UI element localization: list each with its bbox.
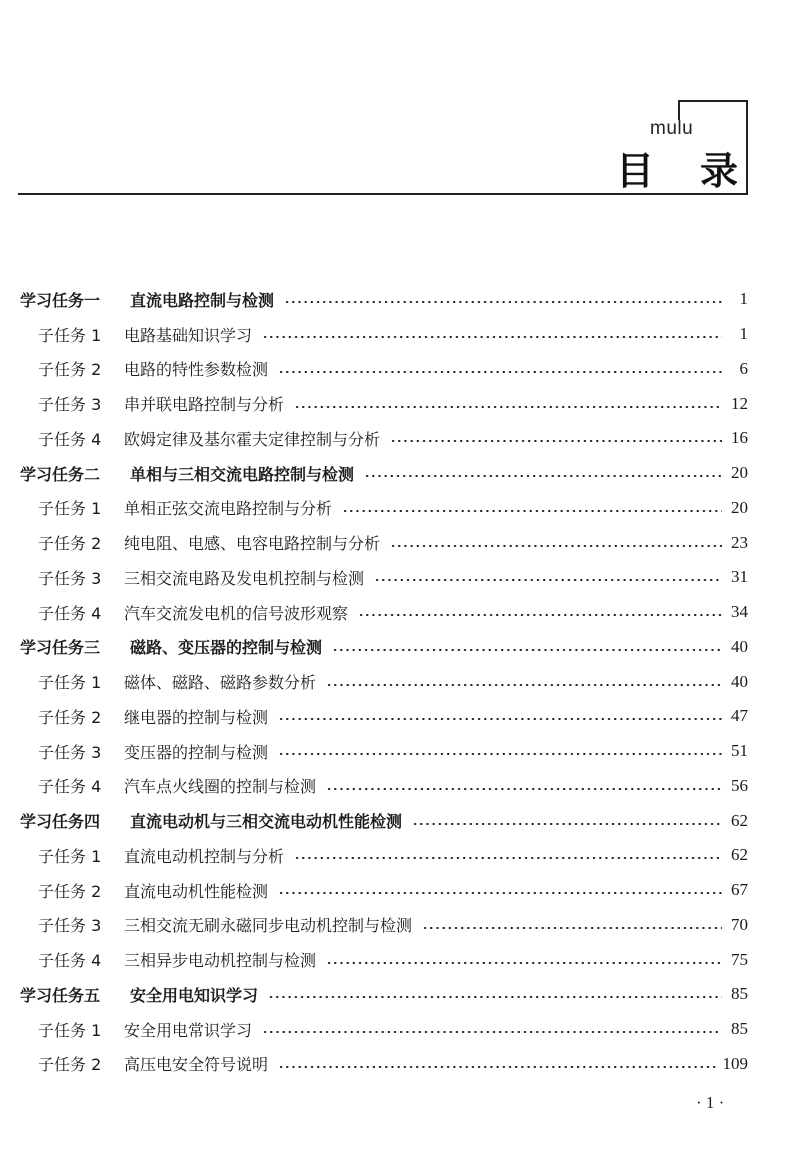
toc-entry-page: 1 (739, 289, 748, 309)
dot-leader (374, 579, 722, 581)
toc-entry-label: 子任务 1 (38, 325, 102, 345)
toc-subtask-entry[interactable] (0, 838, 790, 873)
toc-entry-title: 电路基础知识学习 (124, 325, 253, 345)
toc-entry-label: 学习任务三 (20, 638, 101, 658)
toc-task-entry[interactable] (0, 282, 790, 317)
toc-subtask-entry[interactable] (0, 734, 790, 769)
dot-leader (390, 545, 722, 547)
dot-leader (326, 788, 722, 790)
dot-leader (332, 649, 722, 651)
dot-leader (326, 684, 722, 686)
toc-entry-page: 20 (731, 497, 748, 517)
toc-task-entry[interactable] (0, 630, 790, 665)
footer-page-number: · 1 · (696, 1093, 725, 1112)
toc-subtask-entry[interactable] (0, 1047, 790, 1082)
toc-entry-label: 子任务 1 (38, 846, 102, 866)
toc-entry-page: 40 (731, 636, 748, 656)
header-rule (18, 193, 748, 195)
toc-entry-page: 1 (739, 324, 748, 344)
dot-leader (294, 857, 722, 859)
toc-entry-label: 子任务 4 (38, 951, 102, 971)
dot-leader (284, 301, 722, 303)
toc-task-entry[interactable] (0, 456, 790, 491)
dot-leader (262, 336, 722, 338)
toc-entry-title: 三相异步电动机控制与检测 (124, 951, 317, 971)
toc-entry-label: 子任务 2 (38, 534, 102, 554)
toc-entry-page: 109 (722, 1053, 748, 1073)
toc-entry-page: 20 (731, 463, 748, 483)
toc-entry-page: 51 (731, 741, 748, 761)
toc-subtask-entry[interactable] (0, 769, 790, 804)
toc-entry-page: 62 (731, 845, 748, 865)
toc-subtask-entry[interactable] (0, 908, 790, 943)
toc-entry-title: 电路的特性参数检测 (124, 360, 269, 380)
dot-leader (412, 823, 722, 825)
toc-entry-title: 高压电安全符号说明 (124, 1055, 269, 1075)
dot-leader (278, 753, 722, 755)
toc-entry-title: 汽车点火线圈的控制与检测 (124, 777, 317, 797)
toc-entry-title: 单相正弦交流电路控制与分析 (124, 499, 333, 519)
dot-leader (278, 718, 722, 720)
toc-entry-page: 34 (731, 602, 748, 622)
toc-entry-page: 56 (731, 775, 748, 795)
toc-subtask-entry[interactable] (0, 1012, 790, 1047)
toc-entry-title: 直流电动机控制与分析 (124, 846, 285, 866)
header-pinyin: mulu (650, 118, 694, 139)
header-bracket-horizontal (678, 100, 747, 102)
toc-subtask-entry[interactable] (0, 421, 790, 456)
page-title: 目录 (616, 149, 785, 193)
toc-entry-title: 汽车交流发电机的信号波形观察 (124, 603, 349, 623)
dot-leader (262, 1031, 722, 1033)
toc-entry-label: 子任务 2 (38, 1055, 102, 1075)
toc-entry-page: 70 (731, 914, 748, 934)
toc-entry-label: 子任务 1 (38, 1020, 102, 1040)
toc-entry-page: 12 (731, 393, 748, 413)
toc-subtask-entry[interactable] (0, 525, 790, 560)
toc-entry-label: 子任务 4 (38, 429, 102, 449)
toc-subtask-entry[interactable] (0, 386, 790, 421)
toc-subtask-entry[interactable] (0, 595, 790, 630)
toc-entry-page: 85 (731, 1019, 748, 1039)
toc-subtask-entry[interactable] (0, 560, 790, 595)
toc-entry-label: 子任务 3 (38, 568, 102, 588)
toc-entry-title: 欧姆定律及基尔霍夫定律控制与分析 (124, 429, 381, 449)
toc-subtask-entry[interactable] (0, 942, 790, 977)
toc-entry-page: 85 (731, 984, 748, 1004)
dot-leader (278, 371, 722, 373)
toc-entry-page: 23 (731, 532, 748, 552)
toc-subtask-entry[interactable] (0, 352, 790, 387)
toc-entry-title: 三相交流无刷永磁同步电动机控制与检测 (124, 916, 413, 936)
toc-entry-label: 学习任务二 (20, 464, 101, 484)
toc-subtask-entry[interactable] (0, 699, 790, 734)
toc-entry-label: 子任务 4 (38, 777, 102, 797)
toc-entry-label: 子任务 4 (38, 603, 102, 623)
toc-entry-title: 三相交流电路及发电机控制与检测 (124, 568, 365, 588)
dot-leader (364, 475, 722, 477)
toc-entry-title: 安全用电知识学习 (130, 985, 259, 1005)
dot-leader (342, 510, 722, 512)
dot-leader (278, 892, 722, 894)
toc-subtask-entry[interactable] (0, 491, 790, 526)
toc-entry-label: 子任务 1 (38, 499, 102, 519)
toc-entry-title: 直流电动机性能检测 (124, 881, 269, 901)
toc-entry-page: 67 (731, 880, 748, 900)
toc-subtask-entry[interactable] (0, 873, 790, 908)
toc-entry-title: 纯电阻、电感、电容电路控制与分析 (124, 534, 381, 554)
toc-entry-title: 单相与三相交流电路控制与检测 (130, 464, 355, 484)
toc-entry-title: 磁路、变压器的控制与检测 (130, 638, 323, 658)
table-of-contents (0, 282, 790, 1081)
dot-leader (422, 927, 722, 929)
dot-leader (326, 962, 722, 964)
header-bracket-tick (678, 100, 680, 120)
toc-entry-title: 串并联电路控制与分析 (124, 395, 285, 415)
toc-entry-label: 学习任务一 (20, 290, 101, 310)
toc-entry-label: 子任务 3 (38, 742, 102, 762)
toc-entry-label: 子任务 1 (38, 673, 102, 693)
toc-entry-title: 直流电路控制与检测 (130, 290, 275, 310)
toc-entry-label: 子任务 3 (38, 395, 102, 415)
toc-entry-page: 40 (731, 671, 748, 691)
toc-entry-label: 子任务 2 (38, 360, 102, 380)
dot-leader (390, 440, 722, 442)
toc-subtask-entry[interactable] (0, 664, 790, 699)
toc-entry-label: 子任务 2 (38, 881, 102, 901)
toc-entry-label: 学习任务四 (20, 812, 101, 832)
dot-leader (268, 996, 722, 998)
toc-entry-page: 75 (731, 949, 748, 969)
toc-entry-page: 47 (731, 706, 748, 726)
toc-task-entry[interactable] (0, 803, 790, 838)
toc-entry-title: 继电器的控制与检测 (124, 707, 269, 727)
toc-entry-page: 16 (731, 428, 748, 448)
dot-leader (278, 1066, 716, 1068)
toc-entry-label: 子任务 2 (38, 707, 102, 727)
toc-entry-label: 子任务 3 (38, 916, 102, 936)
toc-subtask-entry[interactable] (0, 317, 790, 352)
toc-entry-title: 磁体、磁路、磁路参数分析 (124, 673, 317, 693)
toc-entry-page: 31 (731, 567, 748, 587)
dot-leader (358, 614, 722, 616)
toc-entry-label: 学习任务五 (20, 985, 101, 1005)
toc-entry-title: 直流电动机与三相交流电动机性能检测 (130, 812, 403, 832)
toc-entry-page: 6 (739, 358, 748, 378)
toc-entry-title: 安全用电常识学习 (124, 1020, 253, 1040)
toc-task-entry[interactable] (0, 977, 790, 1012)
dot-leader (294, 406, 722, 408)
toc-entry-title: 变压器的控制与检测 (124, 742, 269, 762)
toc-entry-page: 62 (731, 810, 748, 830)
